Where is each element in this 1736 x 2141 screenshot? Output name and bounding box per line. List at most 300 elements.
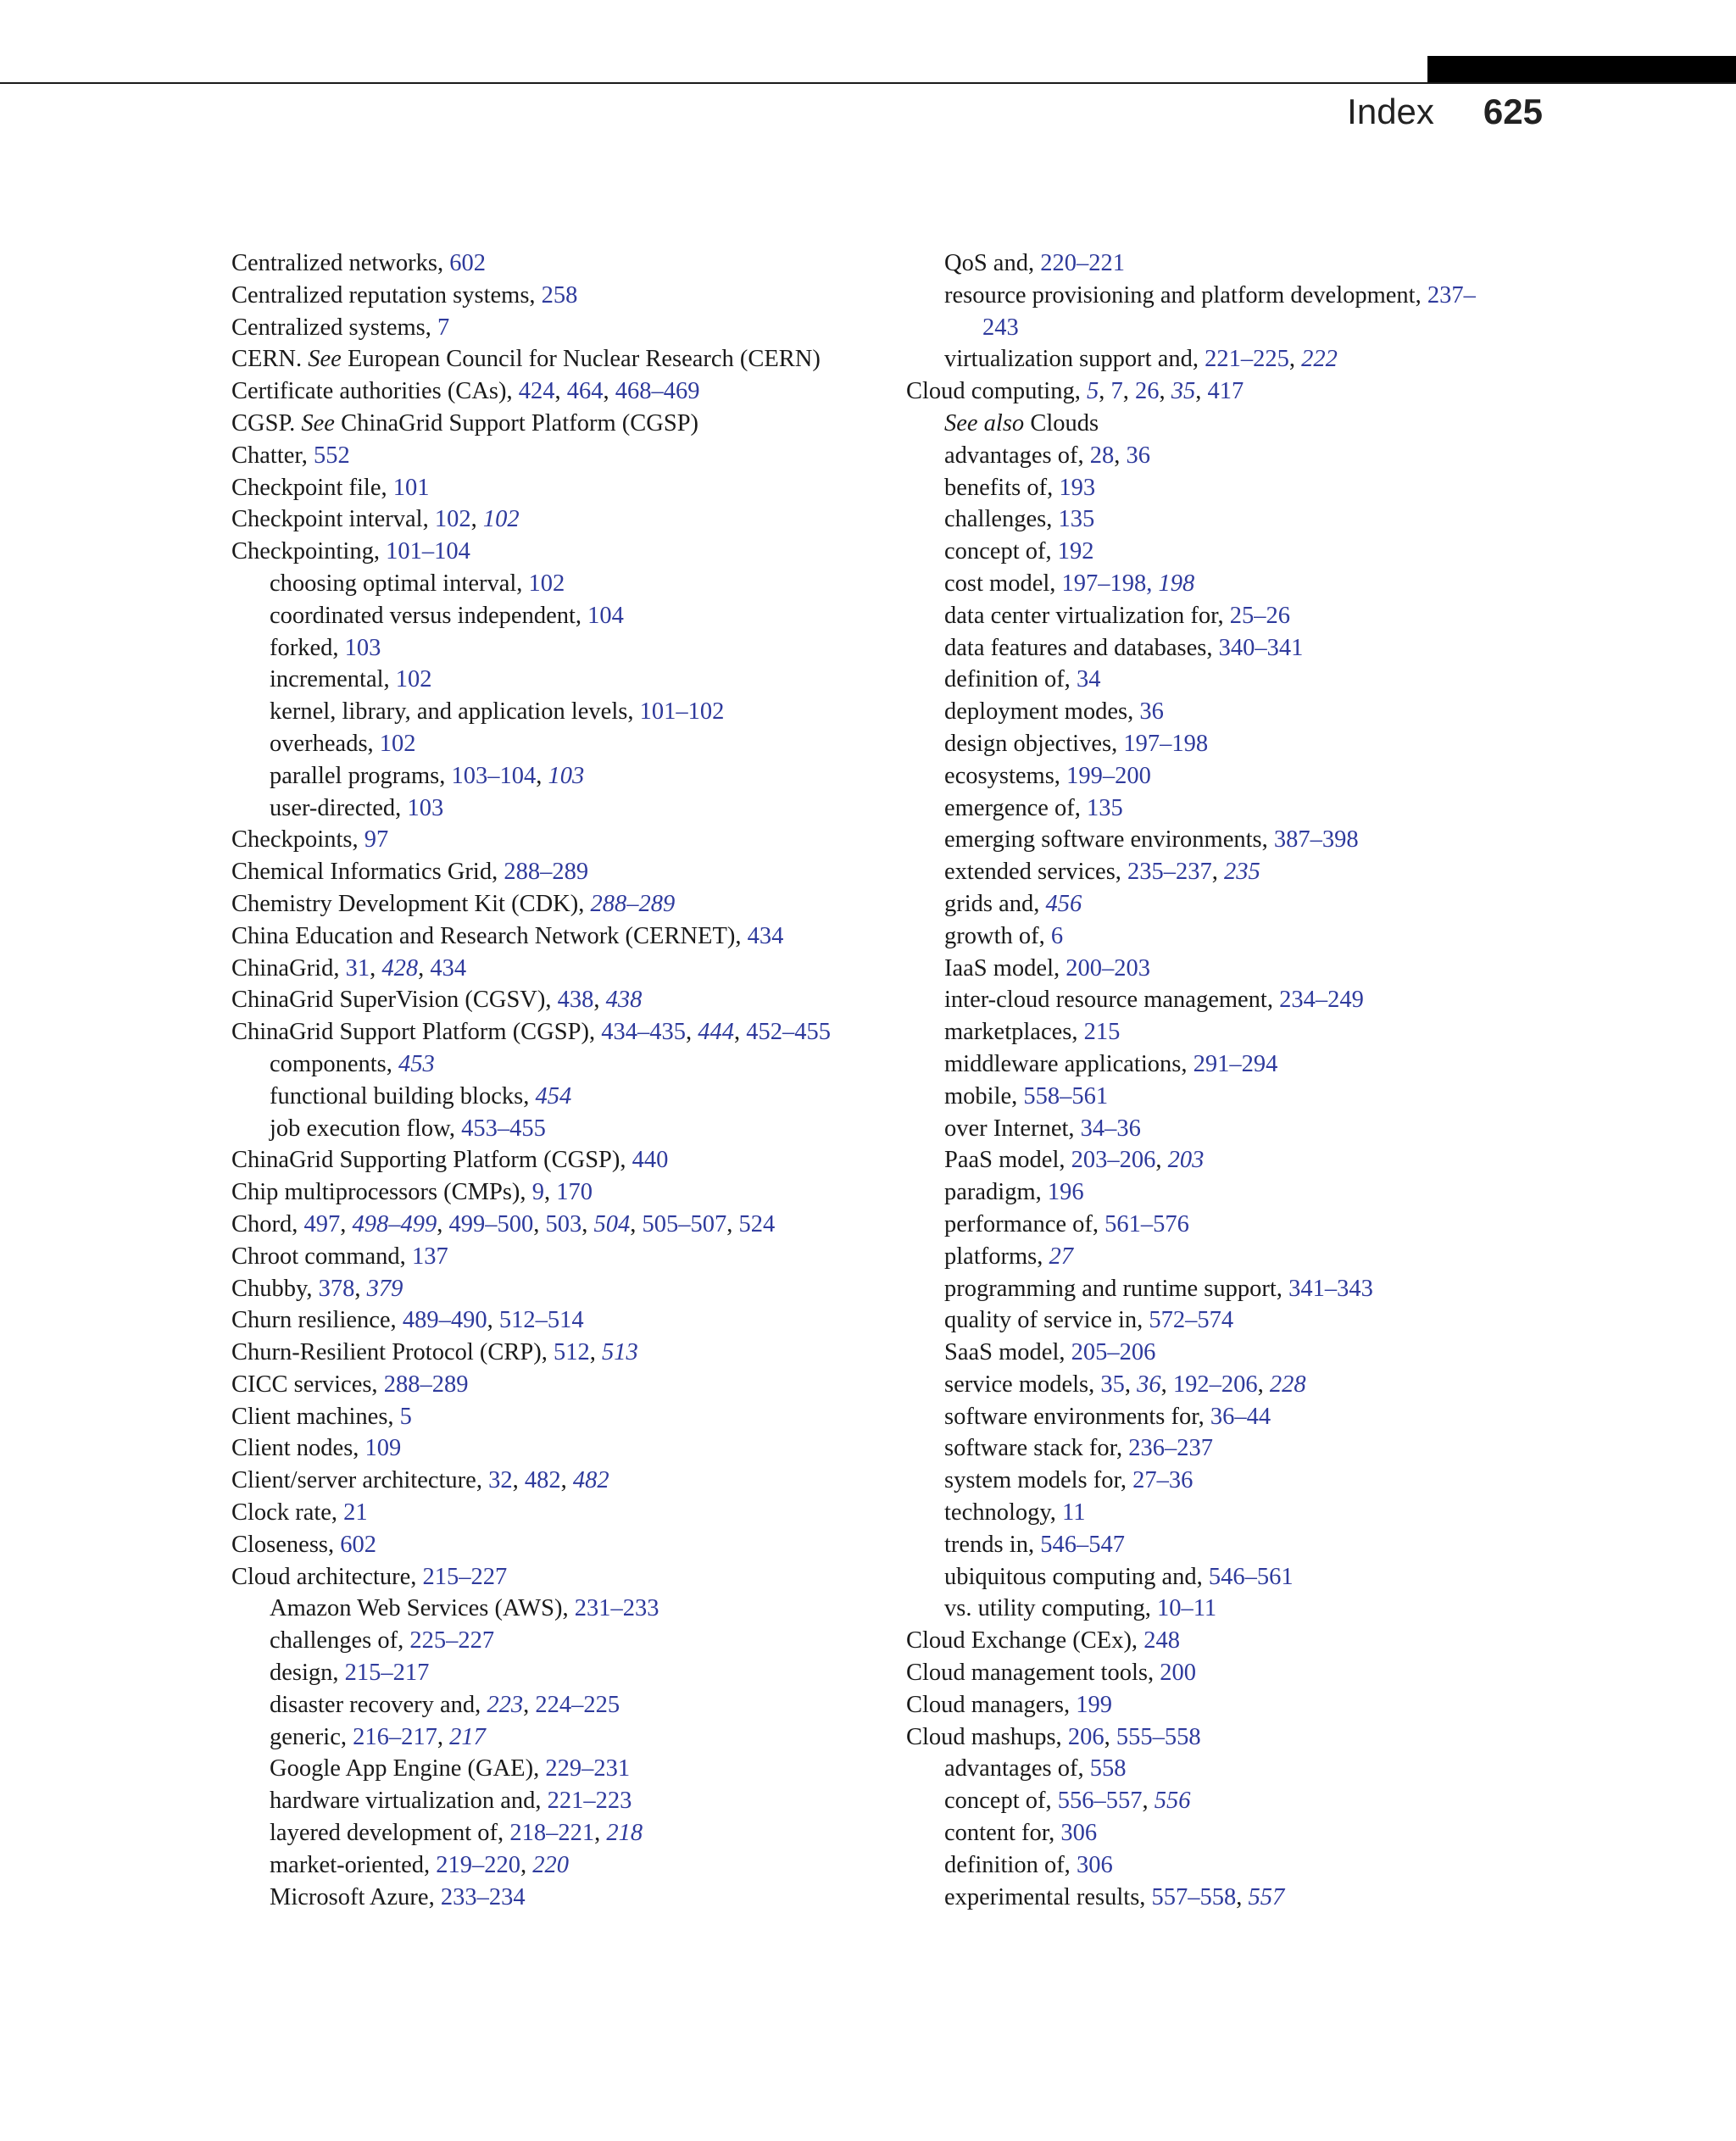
entry-text: , — [536, 762, 548, 789]
entry-text: CERN. — [231, 346, 309, 373]
page-reference-link[interactable]: 378 — [318, 1275, 355, 1302]
index-entry — [231, 1209, 876, 1241]
entry-text: Chemistry Development Kit (CDK), — [231, 890, 591, 917]
page-reference-link[interactable]: 218–221 — [509, 1820, 595, 1847]
entry-text: marketplaces, — [944, 1019, 1084, 1046]
index-subentry — [270, 1625, 876, 1657]
entry-text: , — [340, 1210, 353, 1237]
index-entry — [231, 472, 876, 504]
page-reference-link[interactable]: 236–237 — [1128, 1435, 1214, 1462]
index-entry — [231, 824, 876, 856]
page-reference-link[interactable]: 444 — [698, 1019, 734, 1046]
entry-text: growth of, — [944, 922, 1051, 949]
entry-text: , — [523, 1691, 536, 1718]
entry-text: Checkpoint file, — [231, 474, 393, 501]
entry-text: China Education and Research Network (CERNET), — [231, 922, 748, 949]
entry-text: concept of, — [944, 538, 1058, 565]
page-reference-link[interactable]: 215–217 — [344, 1660, 430, 1687]
index-subentry — [944, 472, 1500, 504]
page-reference-link[interactable]: 306 — [1076, 1851, 1113, 1878]
entry-text: , — [1099, 378, 1111, 405]
page-reference-link[interactable]: 198 — [1158, 570, 1195, 597]
page-reference-link[interactable]: 36 — [1139, 698, 1164, 726]
entry-text: Chord, — [231, 1210, 304, 1237]
page-reference-link[interactable]: 489–490 — [402, 1307, 487, 1334]
index-entry — [231, 375, 876, 408]
entry-text: service models, — [944, 1371, 1101, 1398]
entry-text: Checkpointing, — [231, 538, 387, 565]
entry-text: , — [520, 1851, 533, 1878]
index-entry — [906, 375, 1500, 408]
index-entry — [231, 503, 876, 536]
index-subentry — [270, 1882, 876, 1914]
entry-text: Amazon Web Services (AWS), — [270, 1595, 575, 1622]
page-reference-link[interactable]: 34 — [1076, 666, 1101, 693]
page-reference-link[interactable]: 6 — [1050, 922, 1064, 949]
entry-text: benefits of, — [944, 474, 1060, 501]
entry-text: , — [370, 954, 382, 982]
index-entry — [231, 1176, 876, 1209]
entry-text: European Council for Nuclear Research (CERN) — [341, 346, 821, 373]
entry-text: software environments for, — [944, 1403, 1210, 1430]
entry-text: Checkpoints, — [231, 826, 364, 854]
page-reference-link[interactable]: 101 — [392, 474, 430, 501]
entry-text: emergence of, — [944, 794, 1088, 821]
entry-text: functional building blocks, — [270, 1082, 536, 1109]
page-reference-link[interactable]: 505–507 — [642, 1210, 727, 1237]
index-subentry — [944, 536, 1500, 568]
entry-text: resource provisioning and platform development, — [944, 281, 1427, 309]
page-reference-link[interactable]: 288–289 — [504, 859, 589, 886]
page-reference-link[interactable]: 288–289 — [590, 890, 676, 917]
page-reference-link[interactable]: 102 — [395, 666, 432, 693]
page-reference-link[interactable]: 21 — [343, 1499, 368, 1527]
index-subentry — [270, 792, 876, 825]
index-subentry — [270, 728, 876, 760]
entry-text: trends in, — [944, 1531, 1041, 1558]
index-subentry — [944, 1144, 1500, 1176]
entry-text: , — [603, 378, 615, 405]
entry-text: Cloud mashups, — [906, 1723, 1068, 1750]
entry-text: , — [1195, 378, 1208, 405]
page-reference-link[interactable]: 438 — [557, 987, 594, 1014]
page-reference-link[interactable]: 248 — [1143, 1627, 1180, 1654]
page-reference-link[interactable]: 135 — [1058, 506, 1095, 533]
index-subentry — [944, 1753, 1500, 1785]
page-reference-link[interactable]: 102 — [434, 506, 471, 533]
page-reference-link[interactable]: 561–576 — [1104, 1210, 1189, 1237]
entry-text: virtualization support and, — [944, 346, 1205, 373]
page-number: 625 — [1483, 92, 1543, 131]
page-reference-link[interactable]: 206 — [1067, 1723, 1104, 1750]
index-subentry — [270, 1657, 876, 1689]
entry-text: , — [470, 506, 483, 533]
entry-text: , — [543, 1179, 557, 1206]
page-reference-link[interactable]: 103–104 — [451, 762, 537, 789]
index-entry — [231, 1304, 876, 1337]
entry-text: over Internet, — [944, 1115, 1081, 1142]
page-reference-link[interactable]: 558 — [1089, 1755, 1127, 1782]
page-reference-link[interactable]: 222 — [1301, 346, 1338, 373]
page-reference-link[interactable]: 5 — [399, 1403, 412, 1430]
page-reference-link[interactable]: 103 — [548, 762, 585, 789]
page-reference-link[interactable]: 234–249 — [1279, 987, 1364, 1014]
entry-text: kernel, library, and application levels, — [270, 698, 640, 726]
entry-text: SaaS model, — [944, 1339, 1071, 1366]
entry-text: , — [1159, 378, 1171, 405]
page-reference-link[interactable]: 215–227 — [422, 1563, 508, 1590]
page-reference-link[interactable]: 546–547 — [1040, 1531, 1125, 1558]
entry-text: , — [1124, 1371, 1138, 1398]
page-reference-link[interactable]: 235 — [1224, 859, 1260, 886]
page-reference-link[interactable]: 28 — [1089, 442, 1115, 469]
index-entry — [231, 440, 876, 472]
page-reference-link[interactable]: 192 — [1057, 538, 1094, 565]
index-subentry — [270, 1753, 876, 1785]
index-entry — [231, 1016, 876, 1048]
page-reference-link[interactable]: 602 — [340, 1531, 376, 1558]
page-reference-link[interactable]: 453–455 — [461, 1115, 546, 1142]
entry-text: challenges of, — [270, 1627, 410, 1654]
page-reference-link[interactable]: 215 — [1083, 1019, 1121, 1046]
entry-text: market-oriented, — [270, 1851, 437, 1878]
page-reference-link[interactable]: 9 — [531, 1179, 544, 1206]
index-subentry — [944, 984, 1500, 1016]
page-reference-link[interactable]: 482 — [572, 1467, 609, 1494]
entry-text: , — [1211, 859, 1225, 886]
page-reference-link[interactable]: 291–294 — [1193, 1050, 1278, 1077]
page-reference-link[interactable]: 387–398 — [1273, 826, 1359, 854]
entry-text: , — [1288, 346, 1302, 373]
page-reference-link[interactable]: 498–499 — [352, 1210, 437, 1237]
entry-text: , — [1257, 1371, 1270, 1398]
entry-text: Centralized networks, — [231, 250, 450, 276]
page-reference-link[interactable]: 26 — [1134, 378, 1160, 405]
page-reference-link[interactable]: 36 — [1126, 442, 1150, 469]
index-subentry — [270, 568, 876, 600]
page-reference-link[interactable]: 103 — [344, 634, 381, 661]
index-entry — [231, 280, 876, 312]
index-column-left — [231, 247, 876, 1913]
page-reference-link[interactable]: 35 — [1171, 378, 1196, 405]
page-reference-link[interactable]: 228 — [1269, 1371, 1306, 1398]
index-subentry — [270, 600, 876, 632]
index-entry — [231, 1241, 876, 1273]
entry-text: advantages of, — [944, 442, 1090, 469]
page-reference-link[interactable]: 306 — [1060, 1820, 1098, 1847]
page-reference-link[interactable]: 229–231 — [545, 1755, 631, 1782]
entry-text: disaster recovery and, — [270, 1691, 487, 1718]
page-reference-link[interactable]: 32 — [488, 1467, 513, 1494]
entry-text: user-directed, — [270, 794, 408, 821]
entry-text: ChinaGrid SuperVision (CGSV), — [231, 987, 558, 1014]
index-entry — [906, 1657, 1500, 1689]
page-reference-link[interactable]: 102 — [379, 730, 416, 757]
entry-text: components, — [270, 1050, 398, 1077]
page-reference-link[interactable]: 137 — [411, 1243, 448, 1270]
entry-text: , — [1122, 378, 1135, 405]
entry-text: See also — [944, 409, 1025, 437]
index-entry — [231, 1144, 876, 1176]
page-reference-link[interactable]: 556 — [1154, 1788, 1191, 1815]
entry-text: definition of, — [944, 666, 1077, 693]
entry-text: ChinaGrid Support Platform (CGSP), — [231, 1019, 602, 1046]
page-reference-link[interactable]: 197–198, — [1061, 570, 1159, 597]
entry-text: , — [354, 1275, 367, 1302]
entry-text: Centralized reputation systems, — [231, 281, 542, 309]
entry-text: , — [1114, 442, 1127, 469]
page-reference-link[interactable]: 497 — [303, 1210, 341, 1237]
entry-text: definition of, — [944, 1851, 1077, 1878]
index-subentry — [270, 1048, 876, 1081]
entry-text: performance of, — [944, 1210, 1105, 1237]
entry-text: Client nodes, — [231, 1435, 365, 1462]
entry-text: generic, — [270, 1723, 353, 1750]
page-reference-link[interactable]: 34–36 — [1080, 1115, 1141, 1142]
entry-text: CGSP. — [231, 409, 302, 437]
index-entry — [231, 408, 876, 440]
page-reference-link[interactable]: 556–557 — [1057, 1788, 1143, 1815]
index-entry — [231, 1369, 876, 1401]
page-reference-link[interactable]: 216–217 — [353, 1723, 437, 1750]
page-reference-link[interactable]: 224–225 — [535, 1691, 620, 1718]
page-reference-link[interactable]: 233–234 — [440, 1883, 526, 1910]
page-reference-link[interactable]: 434 — [747, 922, 784, 949]
entry-text: , — [512, 1467, 525, 1494]
index-subentry — [944, 1369, 1500, 1401]
page-reference-link[interactable]: 221–223 — [547, 1788, 632, 1815]
page-reference-link[interactable]: 101–104 — [386, 538, 470, 565]
entry-text: , — [418, 954, 431, 982]
page-reference-link[interactable]: 5 — [1086, 378, 1099, 405]
page-reference-link[interactable]: 199 — [1076, 1691, 1113, 1718]
index-subentry — [270, 1849, 876, 1882]
page-reference-link[interactable]: 220 — [532, 1851, 569, 1878]
page-reference-link[interactable]: 454 — [535, 1082, 572, 1109]
page-reference-link[interactable]: 200–203 — [1066, 954, 1151, 982]
entry-text: CICC services, — [231, 1371, 384, 1398]
page-reference-link[interactable]: 512–514 — [498, 1307, 584, 1334]
page-reference-link[interactable]: 235–237 — [1127, 859, 1212, 886]
index-subentry — [944, 408, 1500, 440]
page-reference-link[interactable]: 103 — [407, 794, 444, 821]
entry-text: , — [630, 1210, 643, 1237]
index-subentry — [944, 600, 1500, 632]
page-reference-link[interactable]: 36 — [1137, 1371, 1161, 1398]
header-tab-bar — [1427, 56, 1736, 82]
page-reference-link[interactable]: 197–198 — [1123, 730, 1209, 757]
entry-text: choosing optimal interval, — [270, 570, 529, 597]
index-subentry — [944, 1465, 1500, 1497]
entry-text: middleware applications, — [944, 1050, 1194, 1077]
index-subentry — [944, 1497, 1500, 1529]
page-reference-link[interactable]: 7 — [437, 314, 450, 341]
page-reference-link[interactable]: 434–435 — [601, 1019, 686, 1046]
page-reference-link[interactable]: 11 — [1062, 1499, 1086, 1527]
page-reference-link[interactable]: 27 — [1049, 1243, 1073, 1270]
page-reference-link[interactable]: 288–289 — [383, 1371, 469, 1398]
page-reference-link[interactable]: 36–44 — [1210, 1403, 1271, 1430]
running-head — [1347, 92, 1543, 142]
page-reference-link[interactable]: 203 — [1167, 1147, 1205, 1174]
page-reference-link[interactable]: 558–561 — [1023, 1082, 1109, 1109]
entry-text: , — [554, 378, 567, 405]
page-reference-link[interactable]: 555–558 — [1116, 1723, 1201, 1750]
entry-text: content for, — [944, 1820, 1061, 1847]
index-entry — [231, 953, 876, 985]
entry-text: extended services, — [944, 859, 1128, 886]
page-reference-link[interactable]: 503 — [545, 1210, 582, 1237]
page-reference-link[interactable]: 417 — [1207, 378, 1244, 405]
entry-text: parallel programs, — [270, 762, 452, 789]
page-reference-link[interactable]: 424 — [518, 378, 555, 405]
page-reference-link[interactable]: 135 — [1087, 794, 1123, 821]
page-reference-link[interactable]: 464 — [566, 378, 604, 405]
page-reference-link[interactable]: 104 — [587, 602, 624, 629]
page-reference-link[interactable]: 379 — [366, 1275, 403, 1302]
page-reference-link[interactable]: 602 — [449, 250, 486, 276]
index-column-right — [906, 247, 1500, 1913]
page-reference-link[interactable]: 218 — [606, 1820, 643, 1847]
entry-text: grids and, — [944, 890, 1046, 917]
page-reference-link[interactable]: 219–220 — [436, 1851, 520, 1878]
page-reference-link[interactable]: 10–11 — [1156, 1595, 1217, 1622]
entry-text: Chip multiprocessors (CMPs), — [231, 1179, 532, 1206]
page-reference-link[interactable]: 546–561 — [1208, 1563, 1294, 1590]
index-entry — [231, 888, 876, 920]
index-subentry — [270, 1689, 876, 1721]
entry-text: See — [308, 346, 342, 373]
index-subentry — [944, 632, 1500, 665]
page-reference-link[interactable]: 512 — [554, 1339, 590, 1366]
entry-text: forked, — [270, 634, 345, 661]
page-reference-link[interactable]: 25–26 — [1229, 602, 1290, 629]
index-entry — [231, 920, 876, 953]
entry-text: Chubby, — [231, 1275, 319, 1302]
page-reference-link[interactable]: 513 — [602, 1339, 638, 1366]
entry-text: ChinaGrid Support Platform (CGSP) — [334, 409, 699, 437]
entry-text: , — [593, 987, 606, 1014]
page-reference-link[interactable]: 221–225 — [1205, 346, 1289, 373]
entry-text: Google App Engine (GAE), — [270, 1755, 546, 1782]
page-reference-link[interactable]: 27–36 — [1132, 1467, 1194, 1494]
index-subentry — [944, 1209, 1500, 1241]
page-reference-link[interactable]: 31 — [345, 954, 370, 982]
index-subentry — [270, 696, 876, 728]
page-reference-link[interactable]: 199–200 — [1066, 762, 1151, 789]
page-reference-link[interactable]: 200 — [1160, 1660, 1196, 1687]
entry-text: , — [685, 1019, 698, 1046]
page-reference-link[interactable]: 170 — [556, 1179, 593, 1206]
page-reference-link[interactable]: 434 — [430, 954, 467, 982]
entry-text: data center virtualization for, — [944, 602, 1230, 629]
index-subentry — [944, 1529, 1500, 1561]
page-reference-link[interactable]: 504 — [593, 1210, 631, 1237]
page-reference-link[interactable]: 225–227 — [409, 1627, 495, 1654]
page-reference-link[interactable]: 7 — [1110, 378, 1123, 405]
page-reference-link[interactable]: 482 — [524, 1467, 561, 1494]
page-reference-link[interactable]: 192–206 — [1172, 1371, 1258, 1398]
page-reference-link[interactable]: 196 — [1047, 1179, 1084, 1206]
page-reference-link[interactable]: 102 — [482, 506, 520, 533]
page-reference-link[interactable]: 456 — [1045, 890, 1082, 917]
page-reference-link[interactable]: 453 — [398, 1050, 435, 1077]
page-reference-link[interactable]: 499–500 — [448, 1210, 534, 1237]
entry-text: Clock rate, — [231, 1499, 344, 1527]
entry-text: , — [594, 1820, 607, 1847]
page-reference-link[interactable]: 97 — [364, 826, 389, 854]
page-reference-link[interactable]: 341–343 — [1288, 1275, 1373, 1302]
index-subentry — [944, 664, 1500, 696]
entry-text: system models for, — [944, 1467, 1133, 1494]
entry-text: programming and runtime support, — [944, 1275, 1289, 1302]
page-reference-link[interactable]: 217 — [449, 1723, 486, 1750]
entry-text: , — [1160, 1371, 1173, 1398]
page-reference-link[interactable]: 193 — [1059, 474, 1096, 501]
page-reference-link[interactable]: 428 — [381, 954, 419, 982]
entry-text: concept of, — [944, 1788, 1058, 1815]
entry-text: ChinaGrid, — [231, 954, 346, 982]
page-reference-link[interactable]: 340–341 — [1218, 634, 1304, 661]
page-reference-link[interactable]: 557–558 — [1151, 1883, 1237, 1910]
page-reference-link[interactable]: 102 — [528, 570, 565, 597]
page-reference-link[interactable]: 258 — [541, 281, 578, 309]
index-subentry — [944, 856, 1500, 888]
page-reference-link[interactable]: 524 — [738, 1210, 776, 1237]
entry-text: , — [437, 1210, 449, 1237]
page-reference-link[interactable]: 440 — [632, 1147, 669, 1174]
index-subentry — [944, 824, 1500, 856]
entry-text: , — [1236, 1883, 1249, 1910]
page-reference-link[interactable]: 203–206 — [1071, 1147, 1156, 1174]
index-subentry — [944, 1593, 1500, 1625]
index-entry — [231, 1529, 876, 1561]
entry-text: , — [589, 1339, 602, 1366]
entry-text: paradigm, — [944, 1179, 1048, 1206]
page-reference-link[interactable]: 452–455 — [746, 1019, 831, 1046]
entry-text: mobile, — [944, 1082, 1024, 1109]
index-subentry — [944, 1817, 1500, 1849]
entry-text: job execution flow, — [270, 1115, 462, 1142]
entry-text: vs. utility computing, — [944, 1595, 1157, 1622]
page-reference-link[interactable]: 468–469 — [615, 378, 700, 405]
page-reference-link[interactable]: 237–243 — [982, 281, 1476, 341]
page-reference-link[interactable]: 552 — [314, 442, 350, 469]
page-reference-link[interactable]: 35 — [1100, 1371, 1125, 1398]
index-entry — [231, 312, 876, 344]
page-reference-link[interactable]: 101–102 — [639, 698, 725, 726]
page-reference-link[interactable]: 231–233 — [574, 1595, 659, 1622]
page-reference-link[interactable]: 572–574 — [1149, 1307, 1234, 1334]
entry-text: Chemical Informatics Grid, — [231, 859, 504, 886]
page-reference-link[interactable]: 557 — [1248, 1883, 1285, 1910]
entry-text: layered development of, — [270, 1820, 510, 1847]
index-entry — [906, 1721, 1500, 1754]
entry-text: Chroot command, — [231, 1243, 412, 1270]
index-entry — [231, 536, 876, 568]
page-reference-link[interactable]: 220–221 — [1040, 250, 1125, 276]
index-subentry — [944, 1273, 1500, 1305]
index-subentry — [270, 1785, 876, 1817]
entry-text: experimental results, — [944, 1883, 1152, 1910]
entry-text: , — [733, 1019, 747, 1046]
page-reference-link[interactable]: 205–206 — [1071, 1339, 1156, 1366]
page-reference-link[interactable]: 438 — [605, 987, 643, 1014]
page-reference-link[interactable]: 223 — [487, 1691, 524, 1718]
page-reference-link[interactable]: 109 — [364, 1435, 402, 1462]
index-subentry — [944, 1849, 1500, 1882]
index-entry — [231, 1432, 876, 1465]
